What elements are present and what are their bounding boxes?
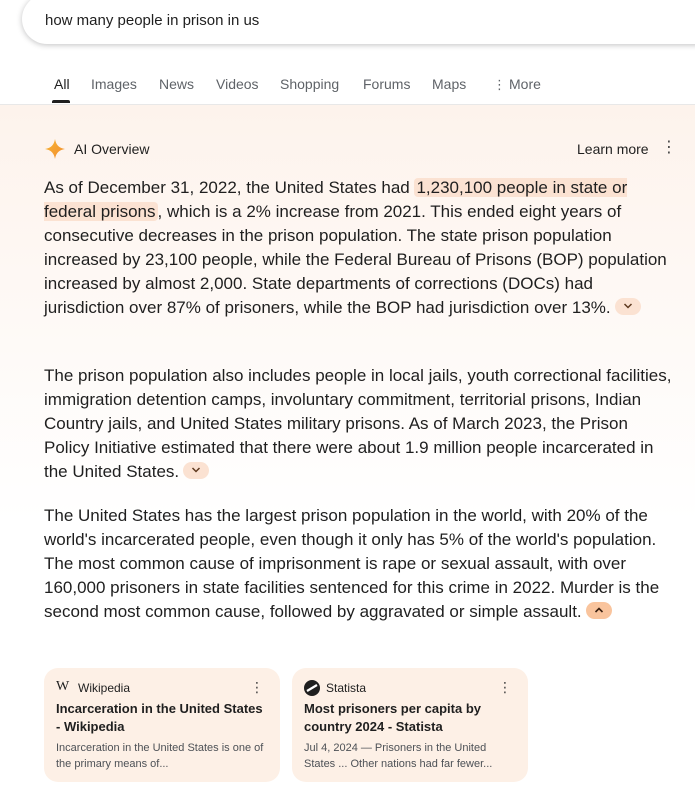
ai-paragraph-1: [44, 176, 674, 320]
tab-more[interactable]: [493, 76, 541, 93]
card-snippet: Incarceration in the United States is one of the primary means of...: [56, 742, 264, 770]
tab-images[interactable]: Images: [91, 76, 137, 92]
source-card-wikipedia[interactable]: [44, 668, 280, 782]
card-title[interactable]: Incarceration in the United States - Wikipedia: [56, 701, 263, 734]
search-tabs: [0, 60, 695, 104]
active-tab-indicator: [52, 100, 70, 103]
tab-videos[interactable]: Videos: [216, 76, 259, 92]
card-source-name: Wikipedia: [78, 681, 131, 695]
ai-overview-header: [44, 138, 677, 160]
card-more-options-icon[interactable]: ⋮: [250, 679, 264, 695]
ai-paragraph-3: [44, 504, 674, 624]
ai-overview-title: AI Overview: [74, 141, 150, 157]
sparkle-icon: [44, 138, 66, 160]
card-more-options-icon[interactable]: ⋮: [498, 679, 512, 695]
more-options-icon[interactable]: ⋮: [661, 139, 677, 156]
paragraph-1-text-before: As of December 31, 2022, the United States had: [44, 178, 415, 197]
ai-paragraph-2: [44, 364, 674, 484]
paragraph-1-text-after: , which is a 2% increase from 2021. This ended eight years of consecutive decreases in the prison population. The state prison population increased by 23,100 people, while the Federal Bureau of Prisons (BOP) population increased by almost 2,000. State departments of corrections (DOCs) had jurisdiction over 87% of prisoners, while the BOP had jurisdiction over 13%.: [44, 202, 667, 317]
expand-citation-button-2[interactable]: [183, 462, 209, 479]
card-source-name: Statista: [326, 681, 367, 695]
learn-more-link[interactable]: Learn more: [577, 141, 649, 157]
expand-citation-button-1[interactable]: [615, 298, 641, 315]
tab-maps[interactable]: Maps: [432, 76, 467, 92]
vertical-dots-icon: ⋮: [493, 77, 506, 92]
paragraph-2-text: The prison population also includes people in local jails, youth correctional facilities, immigration detention camps, involuntary commitment, territorial prisons, Indian Country jails, and United States military prisons. As of March 2023, the Prison Policy Initiative estimated that there were about 1.9 million people incarcerated in the United States.: [44, 366, 672, 481]
card-snippet: Jul 4, 2024 — Prisoners in the United States ... Other nations had far fewer...: [304, 742, 493, 770]
chevron-down-icon: [623, 302, 633, 310]
tab-news[interactable]: News: [159, 76, 195, 92]
card-title[interactable]: Most prisoners per capita by country 2024 - Statista: [304, 701, 481, 734]
tab-all[interactable]: All: [54, 76, 70, 92]
tab-more-label: More: [509, 76, 541, 92]
tab-shopping[interactable]: Shopping: [280, 76, 340, 92]
search-input[interactable]: how many people in prison in us: [45, 12, 260, 29]
paragraph-3-text: The United States has the largest prison population in the world, with 20% of the world's incarcerated people, even though it only has 5% of the world's population. The most common cause of imprisonment is rape or sexual assault, with over 160,000 prisoners in state facilities sentenced for this crime in 2022. Murder is the second most common cause, followed by aggravated or simple assault.: [44, 506, 660, 621]
wikipedia-icon: W: [56, 679, 70, 694]
chevron-up-icon: [594, 606, 604, 614]
source-card-statista[interactable]: [292, 668, 528, 782]
search-box[interactable]: [22, 0, 695, 44]
statista-icon: [304, 680, 320, 696]
tab-forums[interactable]: Forums: [363, 76, 411, 92]
collapse-citation-button[interactable]: [586, 602, 612, 619]
highlighted-answer: 1,230,100 people in state or federal prisons: [44, 178, 628, 221]
chevron-down-icon: [191, 466, 201, 474]
